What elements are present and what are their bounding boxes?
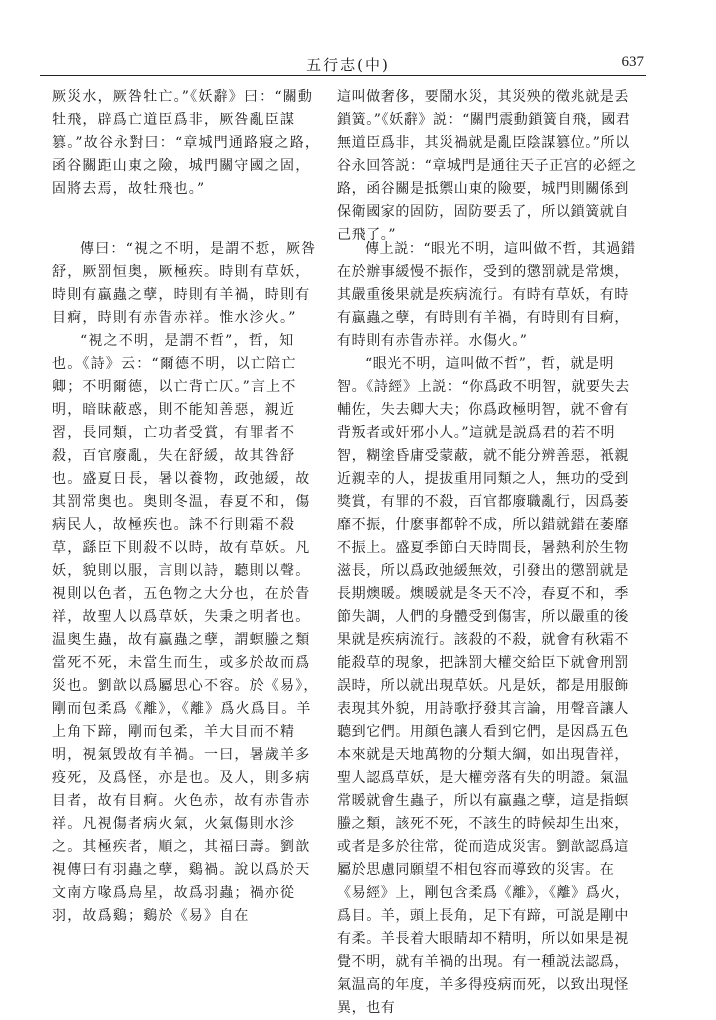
page-header bbox=[50, 40, 646, 72]
classical-paragraph: 傳曰：“視之不明，是謂不悊，厥咎舒，厥罰恒奥，厥極疾。時則有草妖，時則有蠃蟲之孽，時則有羊禍，時則有目痾，時則有赤眚赤祥。惟水沴火。” bbox=[52, 241, 317, 326]
translation-text-top bbox=[337, 86, 637, 247]
translation-text-bottom bbox=[337, 238, 637, 1020]
page-title: 五行志(中) bbox=[306, 56, 390, 74]
translation-paragraph: 傳上説：“眼光不明，這叫做不哲，其過錯在於辦事緩慢不振作，受到的懲罰就是常燠，其嚴重後果就是疾病流行。有時有草妖，有時有蠃蟲之孽，有時則有羊禍，有時則有目痾，有時則有赤眚赤祥。水傷火。” bbox=[337, 241, 636, 349]
classical-paragraph: 厥災水，厥咎牡亡。”《妖辭》曰：“關動牡飛，辟爲亡道臣爲非，厥咎亂臣謀篡。”故谷永對曰：“章城門通路寢之路，函谷關距山東之險，城門關守國之固，固將去焉，故牡飛也。” bbox=[52, 89, 321, 197]
classical-text-top bbox=[52, 86, 324, 201]
classical-paragraph: “視之不明，是謂不哲”，哲，知也。《詩》云：“爾德不明，以亡陪亡卿；不明爾德，以亡背亡仄。”言上不明，暗昧蔽惑，則不能知善惡，親近習，長同類，亡功者受賞，有罪者不殺，百官廢亂，失在舒緩，故其咎舒也。盛夏日長，暑以養物，政弛緩，故其罰常奥也。奥則冬温，春夏不和，傷病民人，故極疾也。誅不行則霜不殺草，繇臣下則殺不以時，故有草妖。凡妖，貌則以服，言則以詩，聽則以聲。視則以色者，五色物之大分也，在於眚祥，故聖人以爲草妖，失秉之明者也。温奥生蟲，故有蠃蟲之孽，謂螟螣之類當死不死，未當生而生，或多於故而爲災也。劉歆以爲屬思心不容。於《易》，剛而包柔爲《離》，《離》爲火爲目。羊上角下蹄，剛而包柔，羊大目而不精明，視氣毁故有羊禍。一曰，暑歲羊多疫死，及爲怪，亦是也。及人，則多病目者，故有目痾。火色赤，故有赤眚赤祥。凡視傷者病火氣，火氣傷則水沴之。其極疾者，順之，其福曰壽。劉歆視傳曰有羽蟲之孽，鷄禍。說以爲於天文南方喙爲鳥星，故爲羽蟲；禍亦從羽，故爲鷄；鷄於《易》自在 bbox=[52, 333, 319, 924]
header-rule bbox=[40, 75, 646, 76]
classical-text-bottom bbox=[52, 238, 324, 928]
translation-paragraph: 這叫做奢侈，要鬧水災，其災殃的徵兆就是丢鎖簧。”《妖辭》説：“關門震動鎖簧自飛，國君無道臣爲非，其災禍就是亂臣陰謀篡位。”所以谷永回答説：“章城門是通往天子正宫的必經之路，函谷關是抵禦山東的險要，城門則關係到保衛國家的固防，固防要丢了，所以鎖簧就自己飛了。” bbox=[337, 89, 637, 243]
translation-paragraph: “眼光不明，這叫做不哲”，哲，就是明智。《詩經》上説：“你爲政不明智，就要失去輔佐，失去卿大夫；你爲政極明智，就不會有背叛者或奸邪小人。”這就是説爲君的若不明智，糊塗昏庸受蒙蔽，就不能分辨善惡，衹親近親幸的人，提拔重用同類之人，無功的受到獎賞，有罪的不殺，百官都廢職亂行，因爲萎靡不振，什麽事都幹不成，所以錯就錯在萎靡不振上。盛夏季節白天時間長，暑熱利於生物滋長，所以爲政弛緩無效，引發出的懲罰就是長期燠暖。燠暖就是冬天不冷，春夏不和，季節失調，人們的身體受到傷害，所以嚴重的後果就是疾病流行。該殺的不殺，就會有秋霜不能殺草的現象，把誅罰大權交給臣下就會刑罰誤時，所以就出現草妖。凡是妖，都是用服飾表現其外貌，用詩歌抒發其言論，用聲音讓人聽到它們。用顔色讓人看到它們，是因爲五色本來就是天地萬物的分類大綱，如出現眚祥，聖人認爲草妖，是大權旁落有失的明證。氣温常暖就會生蟲子，所以有蠃蟲之孽，這是指螟螣之類，該死不死，不該生的時候却生出來，或者是多於往常，從而造成災害。劉歆認爲這屬於思慮同願望不相包容而導致的災害。在《易經》上，剛包含柔爲《離》，《離》爲火，爲目。羊，頭上長角，足下有蹄，可説是剛中有柔。羊長着大眼睛却不精明，所以如果是視覺不明，就有羊禍的出現。有一種説法認爲，氣温高的年度，羊多得疫病而死，以致出現怪異，也有 bbox=[337, 356, 630, 1016]
page-number: 637 bbox=[621, 54, 644, 70]
